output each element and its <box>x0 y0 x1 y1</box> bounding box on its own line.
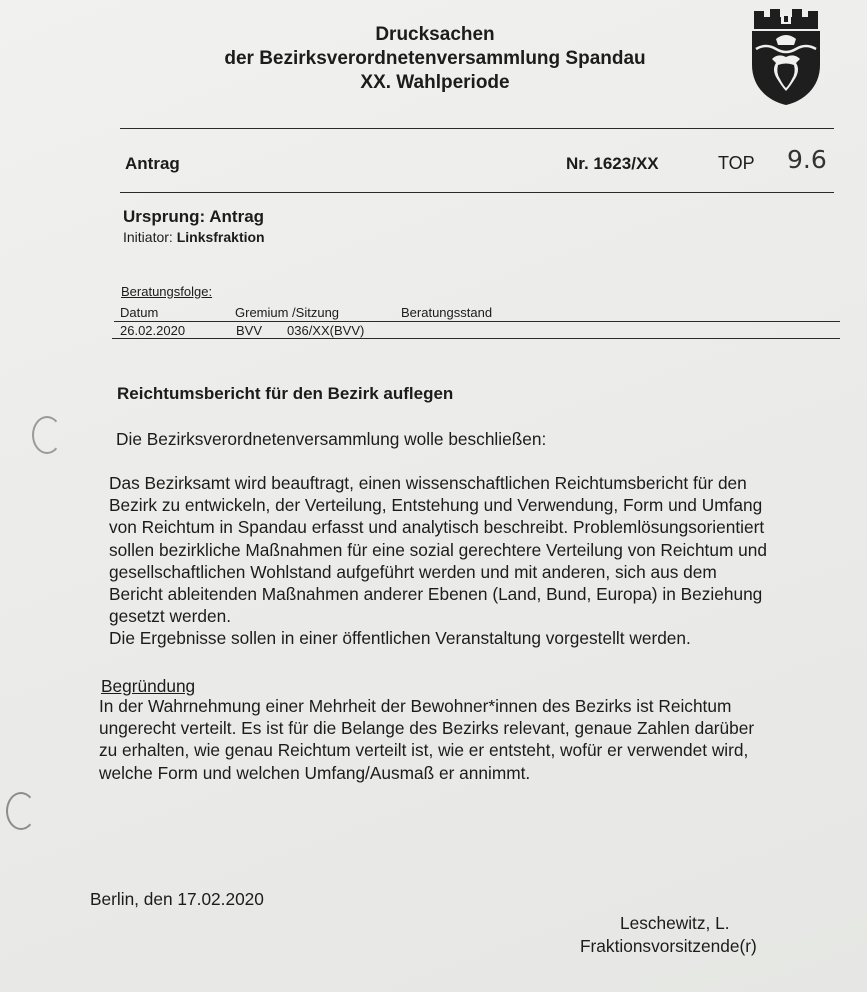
row-datum: 26.02.2020 <box>120 323 186 338</box>
col-gremium: Gremium /Sitzung <box>235 305 340 320</box>
resolution-line: gesellschaftlichen Wohlstand aufgeführt werden und mit anderen, sich aus dem <box>109 561 717 582</box>
signer-name: Leschewitz, L. <box>620 913 730 933</box>
begruendung-heading: Begründung <box>101 676 196 696</box>
table-header-divider <box>114 321 840 322</box>
initiator-line <box>123 229 265 245</box>
antrag-number: Nr. 1623/XX <box>566 154 659 173</box>
header-line-3: XX. Wahlperiode <box>360 72 510 93</box>
signer-role: Fraktionsvorsitzende(r) <box>580 936 757 956</box>
header-line-1: Drucksachen <box>375 24 495 45</box>
spandau-coat-of-arms-icon <box>748 5 824 107</box>
antrag-divider <box>120 192 834 193</box>
resolution-line: von Reichtum in Spandau erfasst und analytisch beschreibt. Problemlösungsorientiert <box>109 517 765 538</box>
initiator-label: Initiator: <box>123 229 173 245</box>
resolution-line: Bezirk zu entwickeln, der Verteilung, Entstehung und Verwendung, Form und Umfang <box>109 495 763 516</box>
begruendung-paragraph <box>99 695 839 784</box>
col-datum: Datum <box>120 305 159 320</box>
resolution-paragraph <box>109 472 849 650</box>
row-sitzung: 036/XX(BVV) <box>287 323 365 338</box>
initiator-value: Linksfraktion <box>176 229 265 245</box>
begruendung-line: In der Wahrnehmung einer Mehrheit der Bewohner*innen des Bezirks ist Reichtum <box>99 696 732 716</box>
document-title: Reichtumsbericht für den Bezirk auflegen <box>117 384 454 403</box>
resolution-line: sollen bezirkliche Maßnahmen für eine sozial gerechtere Verteilung von Reichtum und <box>109 539 768 560</box>
begruendung-line: zu erhalten, wie genau Reichtum verteilt ist, wie er entsteht, wofür er verwendet wird, <box>99 740 749 761</box>
punch-hole-icon <box>6 792 36 830</box>
begruendung-line: ungerecht verteilt. Es ist für die Belange des Bezirks relevant, genaue Zahlen darüber <box>99 718 755 739</box>
resolution-line: gesetzt werden. <box>109 606 231 627</box>
antrag-label: Antrag <box>125 154 180 173</box>
punch-hole-icon <box>32 416 62 454</box>
table-row-divider <box>112 338 840 339</box>
row-gremium: BVV <box>236 323 263 338</box>
resolution-line: Das Bezirksamt wird beauftragt, einen wissenschaftlichen Reichtumsbericht für den <box>109 473 747 493</box>
beratungsfolge-title: Beratungsfolge: <box>121 284 213 299</box>
header-line-2: der Bezirksverordnetenversammlung Spandau <box>224 48 646 69</box>
resolution-line: Bericht ableitenden Maßnahmen anderer Ebenen (Land, Bund, Europa) in Beziehung <box>109 584 763 605</box>
resolution-line: Die Ergebnisse sollen in einer öffentlichen Veranstaltung vorgestellt werden. <box>109 628 691 649</box>
header-divider <box>120 128 834 129</box>
top-number-handwritten: 9.6 <box>787 145 827 174</box>
top-label: TOP <box>718 153 755 173</box>
col-beratungsstand: Beratungsstand <box>401 305 493 320</box>
intro-text: Die Bezirksverordnetenversammlung wolle beschließen: <box>116 429 547 449</box>
ursprung-text: Ursprung: Antrag <box>123 207 265 226</box>
begruendung-line: welche Form und welchen Umfang/Ausmaß er annimmt. <box>99 762 531 783</box>
place-date: Berlin, den 17.02.2020 <box>90 889 264 909</box>
